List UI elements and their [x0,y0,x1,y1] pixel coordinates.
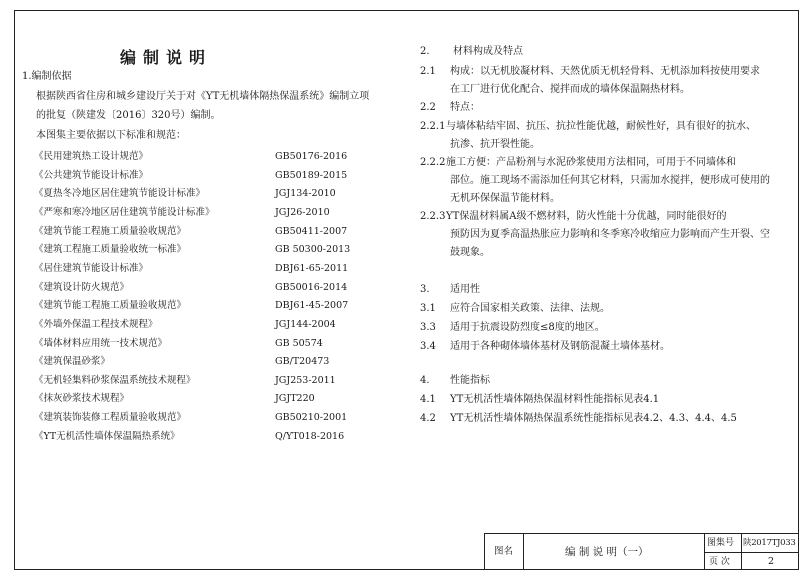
section-2-2-num: 2.2 [420,102,436,113]
section-1-para-line-3: 本图集主要依据以下标准和规范： [36,130,186,141]
standard-name: 《公共建筑节能设计标准》 [34,170,149,181]
standard-name: 《建筑节能工程施工质量验收规范》 [34,226,187,237]
section-3-num: 3. [420,284,430,295]
section-3-1-num: 3.1 [420,303,436,314]
standard-name: 《建筑设计防火规范》 [34,282,130,293]
section-2-2-3-line-3: 鼓现象。 [450,247,490,258]
standard-code: JGJ253-2011 [275,375,336,386]
section-2-num: 2. [420,46,430,57]
standard-code: GB/T20473 [275,356,330,367]
section-2-2-3-num: 2.2.3 [420,211,446,222]
section-1-heading: 1.编制依据 [22,71,72,82]
section-2-2-3-line-2: 预防因为夏季高温热胀应力影响和冬季寒冷收缩应力影响而产生开裂、空 [450,229,770,240]
standard-name: 《建筑节能工程施工质量验收规范》 [34,300,187,311]
page-number-label: 页 次 [709,557,730,567]
standard-code: GB 50300-2013 [275,244,351,255]
standard-code: JGJ134-2010 [275,188,336,199]
section-4-1-num: 4.1 [420,394,436,405]
section-4-num: 4. [420,375,430,386]
section-4-2-num: 4.2 [420,413,436,424]
standard-name: 《外墙外保温工程技术规程》 [34,319,158,330]
standard-name: 《建筑工程施工质量验收统一标准》 [34,244,187,255]
standard-code: GB50411-2007 [275,226,348,237]
section-2-1-line-1: 构成：以无机胶凝材料、天然优质无机轻骨料、无机添加料按使用要求 [450,66,760,77]
page-title: 编制说明 [120,48,213,67]
section-2-1-num: 2.1 [420,66,436,77]
section-1-para-line-2: 的批复（陕建发〔2016〕320号）编制。 [36,110,221,121]
section-2-2-2-num: 2.2.2 [420,157,446,168]
standard-name: 《抹灰砂浆技术规程》 [34,393,130,404]
section-3-1-text: 应符合国家相关政策、法律、法规。 [450,303,610,314]
standard-name: 《建筑保温砂浆》 [34,356,111,367]
standard-code: GB50176-2016 [275,151,348,162]
section-2-2-3-line-1: YT保温材料属A级不燃材料，防火性能十分优越，同时能很好的 [446,211,727,222]
section-4-1-text: YT无机活性墙体隔热保温材料性能指标见表4.1 [450,394,660,405]
section-2-2-1-line-2: 抗渗、抗开裂性能。 [450,139,540,150]
standard-code: DBJ61-65-2011 [275,263,349,274]
section-4-2-text: YT无机活性墙体隔热保温系统性能指标见表4.2、4.3、4.4、4.5 [450,413,737,424]
section-1-para-line-1: 根据陕西省住房和城乡建设厅关于对《YT无机墙体隔热保温系统》编制立项 [36,91,370,102]
standard-code: JGJ26-2010 [275,207,330,218]
section-2-2-2-line-1: 施工方便：产品粉剂与水泥砂浆使用方法相同，可用于不同墙体和 [446,157,736,168]
standard-name: 《建筑装饰装修工程质量验收规范》 [34,412,187,423]
atlas-number: 陕2017TJ033 [743,538,796,548]
section-2-2-1-line-1: 与墙体粘结牢固、抗压、抗拉性能优越，耐候性好，具有很好的抗水、 [446,121,756,132]
section-2-title: 材料构成及特点 [453,46,523,57]
standard-code: JGJ144-2004 [275,319,336,330]
standard-code: JGJT220 [275,393,315,404]
standard-name: 《民用建筑热工设计规范》 [34,151,149,162]
standard-name: 《墙体材料应用统一技术规范》 [34,338,168,349]
atlas-number-label: 图集号 [707,538,735,548]
section-2-2-2-line-3: 无机环保保温节能材料。 [450,193,560,204]
standard-code: GB50189-2015 [275,170,348,181]
section-3-3-num: 3.3 [420,322,436,333]
standard-name: 《严寒和寒冷地区居住建筑节能设计标准》 [34,207,215,218]
standard-name: 《无机轻集料砂浆保温系统技术规程》 [34,375,196,386]
standard-code: DBJ61-45-2007 [275,300,349,311]
page-number: 2 [768,556,775,567]
standard-name: 《YT无机活性墙体保温隔热系统》 [34,431,180,442]
section-4-title: 性能指标 [450,375,490,386]
section-2-2-1-num: 2.2.1 [420,121,446,132]
section-3-4-text: 适用于各种砌体墙体基材及钢筋混凝土墙体基材。 [450,341,670,352]
section-3-3-text: 适用于抗震设防烈度≤8度的地区。 [450,322,605,333]
title-block-divider [523,534,524,570]
section-2-1-line-2: 在工厂进行优化配合、搅拌而成的墙体保温隔热材料。 [450,84,690,95]
title-block [484,533,799,570]
section-2-2-title: 特点： [450,102,480,113]
standard-code: GB50210-2001 [275,412,348,423]
drawing-name-label: 图名 [494,546,514,557]
standard-name: 《夏热冬冷地区居住建筑节能设计标准》 [34,188,206,199]
standard-name: 《居住建筑节能设计标准》 [34,263,149,274]
title-block-divider [704,552,799,553]
standard-code: Q/YT018-2016 [275,431,345,442]
section-3-4-num: 3.4 [420,341,436,352]
section-2-2-2-line-2: 部位。施工现场不需添加任何其它材料，只需加水搅拌，便形成可使用的 [450,175,770,186]
standard-code: GB50016-2014 [275,282,348,293]
section-3-title: 适用性 [450,284,480,295]
drawing-name: 编 制 说 明（一） [565,546,649,558]
standard-code: GB 50574 [275,338,323,349]
